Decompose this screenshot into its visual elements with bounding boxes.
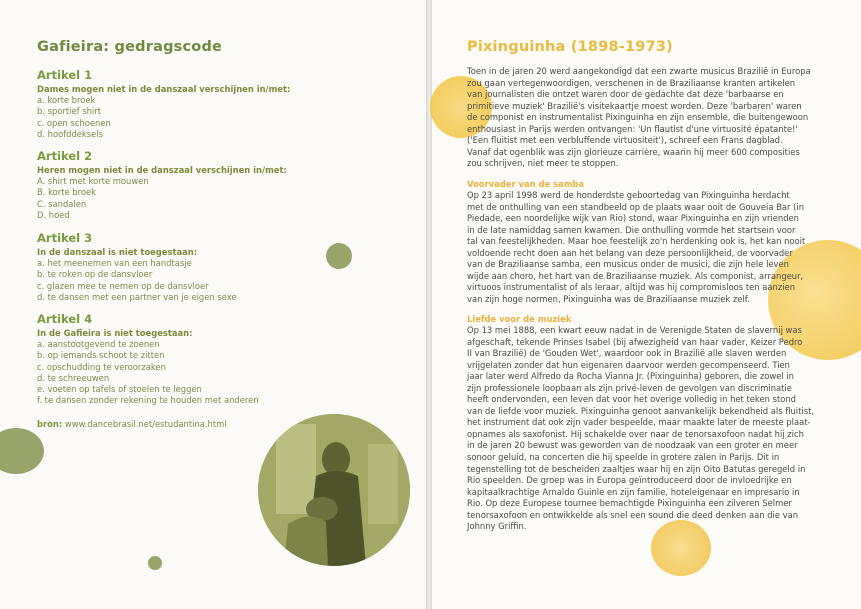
article-1-item: c. open schoenen bbox=[37, 117, 111, 128]
text-line: tal van feestelijkheden. Maar hoe feestelijk zo'n herdenking ook is, het kan nooit bbox=[467, 236, 806, 247]
text-line: heeft ondervonden, een leven dat voor het overige volledig in het teken stond bbox=[467, 394, 796, 405]
text-line: van de Braziliaanse samba, een musicus onder de musici, die zijn hele leven bbox=[467, 259, 789, 270]
text-line: kapitaalkrachtige Arnaldo Guinle en zijn familie, hoteleigenaar en impresario in bbox=[467, 486, 800, 497]
article-4-intro: In de Gafieira is niet toegestaan: bbox=[37, 328, 193, 338]
article-1-item: a. korte broek bbox=[37, 95, 96, 105]
article-1-intro: Dames mogen niet in de danszaal verschijnen in/met: bbox=[37, 84, 291, 94]
text-line: Vanaf dat ogenblik was zijn glorieuze carrière, waarin hij meer 600 composities bbox=[467, 146, 800, 157]
text-line: Toen in de jaren 20 werd aangekondigd dat een zwarte musicus Braziliё in Europa bbox=[467, 66, 811, 76]
decorative-dot-small bbox=[148, 556, 162, 570]
article-3 bbox=[37, 231, 397, 303]
article-1-item: b. sportief shirt bbox=[37, 106, 101, 117]
text-line: ('Een fluitist met een verbluffende virtuositeit'), schreef een Frans dagblad. bbox=[467, 135, 783, 146]
text-line: jaar later werd Alfredo da Rocha Vianna Jr. (Pixinguinha) geboren, die zowel in bbox=[467, 371, 794, 382]
article-4-item: a. aanstootgevend te zoenen bbox=[37, 339, 160, 349]
dancing-couple-illustration bbox=[258, 414, 410, 566]
article-4-item: e. voeten op tafels of stoelen te leggen bbox=[37, 384, 202, 395]
text-line: wijde aan choro, het hart van de Braziliaanse muziek. Als componist, arrangeur, bbox=[467, 270, 804, 281]
text-line: met de onthulling van een standbeeld op de plaats waar ooit de Gouveia Bar (in bbox=[467, 201, 805, 212]
intro-paragraph bbox=[467, 66, 822, 170]
text-line: zou gaan vertegenwoordigen, verschenen in de Braziliaanse kranten artikelen bbox=[467, 77, 796, 88]
text-line: voldoende recht doen aan het belang van deze persoonlijkheid, de voorvader bbox=[467, 247, 793, 258]
article-3-heading: Artikel 3 bbox=[37, 231, 93, 245]
source-label: bron: bbox=[37, 419, 63, 429]
text-line: in de jaren 20 bewust was geworden van de noodzaak van een groter en meer bbox=[467, 440, 798, 451]
text-line: primitieve muziek' Braziliё's visitekaartje moest worden. Deze 'barbaren' waren bbox=[467, 100, 802, 111]
article-4-item: b. op iemands schoot te zitten bbox=[37, 350, 165, 361]
article-4-heading: Artikel 4 bbox=[37, 312, 93, 326]
text-line: van zijn hoge normen, Pixinguinha was de Braziliaanse muziek zelf. bbox=[467, 293, 750, 304]
text-line: Op 23 april 1998 werd de honderdste geboortedag van Pixinguinha herdacht bbox=[467, 190, 790, 200]
text-line: sonoor geluid, na concerten die hij speelde in grotere zalen in Parijs. Dit in bbox=[467, 452, 780, 463]
article-2-intro: Heren mogen niet in de danszaal verschijnen in/met: bbox=[37, 165, 287, 175]
text-line: van de liefde voor muziek. Pixinguinha genoot aanvankelijk bekendheid als fluitist, bbox=[467, 405, 815, 416]
decorative-circle-left-edge bbox=[0, 428, 44, 474]
article-1-heading: Artikel 1 bbox=[37, 68, 93, 82]
article-2-heading: Artikel 2 bbox=[37, 149, 93, 163]
dancing-couple-photo bbox=[258, 414, 410, 566]
left-page-title: Gafieira: gedragscode bbox=[37, 39, 223, 55]
text-line: zou schrijven, niet meer te stoppen. bbox=[467, 158, 619, 169]
text-line: afgeschaft, tekende Prinses Isabel (bij afwezigheid van haar vader, Keizer Pedro bbox=[467, 336, 803, 347]
article-2-item: B. korte broek bbox=[37, 187, 96, 198]
source-line bbox=[37, 419, 227, 429]
text-line: Johnny Griffin. bbox=[467, 521, 527, 532]
text-line: in de late namiddag samen kwamen. Die onthulling vormde het startsein voor bbox=[467, 224, 796, 235]
text-line: vrijgelaten zonder dat hun eigenaren daarvoor werden gecompenseerd. Tien bbox=[467, 359, 790, 370]
article-2-item: D. hoed bbox=[37, 209, 70, 220]
article-2-item: C. sandalen bbox=[37, 198, 87, 209]
article-3-item: b. te roken op de dansvloer bbox=[37, 269, 153, 280]
text-line: tegenstelling tot de bescheiden zaaltjes waar hij en zijn Oito Batutas geregeld in bbox=[467, 463, 806, 474]
article-3-intro: In de danszaal is niet toegestaan: bbox=[37, 247, 198, 257]
right-page-title: Pixinguinha (1898-1973) bbox=[467, 39, 673, 55]
text-line: virtuoos instrumentalist of als leraar, altijd was hij compromisloos ten aanzien bbox=[467, 282, 795, 293]
text-line: opnames als saxofonist. Hij schakelde over naar de tenorsaxofoon nadat hij zich bbox=[467, 428, 804, 439]
section-heading-voorvader: Voorvader van de samba bbox=[467, 179, 585, 189]
source-url: www.dancebrasil.net/estudantina.html bbox=[64, 419, 227, 429]
article-4-item: c. opschudding te veroorzaken bbox=[37, 361, 166, 372]
text-line: II van Braziliё) de 'Gouden Wet', waardoor ook in Braziliё alle slaven werden bbox=[467, 348, 787, 359]
article-4-item: d. te schreeuwen bbox=[37, 372, 110, 383]
section2-paragraph bbox=[467, 325, 822, 533]
text-line: het instrument dat ook zijn vader bespeelde, maar maakte later de meeste plaat- bbox=[467, 417, 811, 428]
section-heading-liefde: Liefde voor de muziek bbox=[467, 314, 572, 324]
section1-paragraph bbox=[467, 190, 822, 305]
text-line: enthousiast in Parijs werden ontvangen: 'Un flautist d'une virtuosité épatante!' bbox=[467, 123, 798, 134]
article-4-item: f. te dansen zonder rekening te houden met anderen bbox=[37, 395, 259, 406]
article-1 bbox=[37, 68, 397, 140]
article-2 bbox=[37, 149, 397, 221]
article-3-item: c. glazen mee te nemen op de dansvloer bbox=[37, 280, 209, 291]
article-4 bbox=[37, 312, 397, 407]
text-line: tenorsaxofoon en ontwikkelde als snel een sound die deed denken aan die van bbox=[467, 509, 799, 520]
text-line: Rio speelden. De groep was in Europa geïntroduceerd door de invloedrijke en bbox=[467, 475, 792, 486]
text-line: de componist en instrumentalist Pixinguinha en zijn ensemble, die buitengewoon bbox=[467, 112, 809, 123]
text-line: Op 13 mei 1888, een kwart eeuw nadat in de Verenigde Staten de slavernij was bbox=[467, 325, 802, 335]
article-2-item: A. shirt met korte mouwen bbox=[37, 176, 149, 186]
text-line: Rio. Op deze Europese tournee bemachtigde Pixinguinha een zilveren Selmer bbox=[467, 498, 792, 509]
text-line: Piedade, een noordelijke wijk van Rio) stond, waar Pixinguinha en zijn vrienden bbox=[467, 213, 799, 224]
text-line: zijn professionele loopbaan als zijn privé-leven de gevolgen van discriminatie bbox=[467, 382, 792, 393]
article-3-item: a. het meenemen van een handtasje bbox=[37, 258, 192, 268]
article-3-item: d. te dansen met een partner van je eigen sexe bbox=[37, 291, 237, 302]
left-page bbox=[0, 0, 426, 609]
text-line: van journalisten die ontzet waren door de gedachte dat deze 'barbaarse en bbox=[467, 89, 784, 100]
article-1-item: d. hoofddeksels bbox=[37, 128, 103, 139]
